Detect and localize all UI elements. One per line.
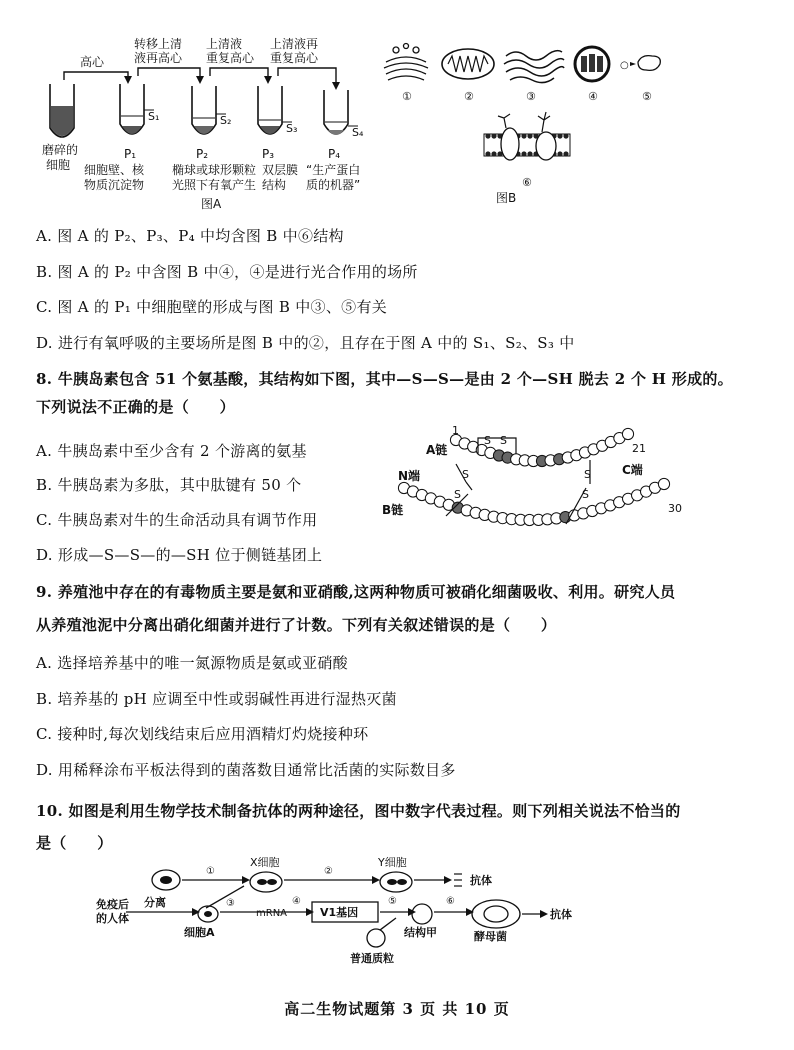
p2-desc-line2: 光照下有氧产生 [172,178,257,192]
q7-option-a: A. 图 A 的 P₂、P₃、P₄ 中均含图 B 中⑥结构 [36,227,344,245]
body-label-line1: 免疫后 [96,898,129,911]
insulin-s-label: S [454,488,461,501]
cell-membrane-icon [484,112,570,160]
fig-a-step3-line2: 重复高心 [206,51,255,65]
p4-desc-line1: “生产蛋白 [306,163,361,177]
q10-stem-line1: 10. 如图是利用生物学技术制备抗体的两种途径，图中数字代表过程。则下列相关说法不恰当的 [36,802,681,820]
test-tube-p1 [120,84,154,134]
fig-b-num2: ② [464,90,474,103]
q8-stem-line1: 8. 牛胰岛素包含 51 个氨基酸，其结构如下图，其中—S—S—是由 2 个—SH 脱去 2 个 H 形成的。 [36,370,733,388]
ribosome-icon [620,56,660,71]
chloroplast-icon [575,47,609,81]
figure-b [376,36,676,208]
q9-option-d: D. 用稀释涂布平板法得到的菌落数目通常比活菌的实际数目多 [36,761,456,779]
y-cell-label: Y细胞 [378,856,407,869]
p1-desc-line1: 细胞壁、核 [84,163,145,177]
p1-label: P₁ [124,147,137,161]
q9-stem-line1: 9. 养殖池中存在的有毒物质主要是氨和亚硝酸,这两种物质可被硝化细菌吸收、利用。研究人员 [36,583,676,601]
pathway-step-6: ⑥ [446,896,455,907]
s4-label: S₄ [352,126,364,139]
pathway-step-2: ② [324,866,333,877]
pathway-step-1: ① [206,866,215,877]
q8-stem-line2: 下列说法不正确的是（ ） [36,398,235,416]
q10-stem-line2: 是（ ） [36,834,113,852]
yeast-label: 酵母菌 [474,930,507,943]
cell-label-line1: 磨碎的 [42,143,79,157]
q8-option-b: B. 牛胰岛素为多肽，其中肽键有 50 个 [36,476,302,494]
struct-jia-label: 结构甲 [404,926,437,939]
q9-option-a: A. 选择培养基中的唯一氮源物质是氨或亚硝酸 [36,654,348,672]
antibody-label-bottom: 抗体 [550,908,572,921]
insulin-s-label: S [582,488,589,501]
insulin-s-label: S [500,434,507,447]
test-tube-homogenate [50,84,74,137]
insulin-a-chain-label: A链 [426,443,448,457]
p1-desc-line2: 物质沉淀物 [84,178,145,192]
body-label-line2: 的人体 [96,912,129,925]
cell-label-line2: 细胞 [46,158,71,172]
fig-a-step1: 高心 [80,55,105,69]
pathway-step-4: ④ [292,896,301,907]
antibody-label-top: 抗体 [470,874,492,887]
p2-label: P₂ [196,147,209,161]
amino-acid-bead [622,428,633,439]
insulin-num-21: 21 [632,442,646,455]
svg-text:○: ○ [620,60,629,71]
fig-b-caption: 图B [496,191,517,205]
q7-option-b: B. 图 A 的 P₂ 中含图 B 中④，④是进行光合作用的场所 [36,263,418,281]
insulin-structure-figure [376,420,686,538]
fig-a-step4-line1: 上清液再 [270,37,319,51]
fig-a-step2-line2: 液再高心 [134,51,183,65]
insulin-b-chain-label: B链 [382,503,404,517]
q7-option-c: C. 图 A 的 P₁ 中细胞壁的形成与图 B 中③、⑤有关 [36,298,388,316]
q9-option-c: C. 接种时,每次划线结束后应用酒精灯灼烧接种环 [36,725,369,743]
insulin-s-label: S [462,468,469,481]
golgi-icon [384,44,428,81]
fig-a-step4-line2: 重复高心 [270,51,319,65]
p4-label: P₄ [328,147,341,161]
insulin-num-30: 30 [668,502,682,515]
fig-a-step3-line1: 上清液 [206,37,243,51]
fig-b-num3: ③ [526,90,536,103]
mrna-label: mRNA [256,908,288,919]
p3-label: P₃ [262,147,275,161]
insulin-c-end-label: C端 [622,463,643,477]
insulin-num-1: 1 [452,424,459,437]
plasmid-label: 普通质粒 [350,952,394,965]
x-cell-label: X细胞 [250,856,280,869]
endoplasmic-reticulum-icon [504,51,564,83]
insulin-s-label: S [484,434,491,447]
p3-desc-line1: 双层膜 [262,163,299,177]
page-footer: 高二生物试题第 3 页 共 10 页 [284,1000,510,1018]
fig-a-caption: 图A [201,197,222,211]
fig-b-num1: ① [402,90,412,103]
q8-option-a: A. 牛胰岛素中至少含有 2 个游离的氨基 [36,442,307,460]
p4-desc-line2: 质的机器” [306,178,361,192]
fig-a-step2-line1: 转移上清 [134,37,183,51]
fig-b-num4: ④ [588,90,598,103]
cell-a-label: 细胞A [184,926,215,939]
s1-label: S₁ [148,110,160,123]
q8-option-c: C. 牛胰岛素对牛的生命活动具有调节作用 [36,511,318,529]
mitochondrion-icon [442,49,494,79]
q9-stem-line2: 从养殖池泥中分离出硝化细菌并进行了计数。下列有关叙述错误的是（ ） [36,616,557,634]
fig-b-num6: ⑥ [522,176,532,189]
v1-gene-label: V1基因 [320,906,359,919]
s2-label: S₂ [220,114,232,127]
insulin-n-end-label: N端 [398,469,421,483]
amino-acid-bead [658,478,669,489]
antibody-pathway-figure [96,856,596,968]
p3-desc-line2: 结构 [262,178,287,192]
fig-b-num5: ⑤ [642,90,652,103]
q7-option-d: D. 进行有氧呼吸的主要场所是图 B 中的②，且存在于图 A 中的 S₁、S₂、S₃ 中 [36,334,575,352]
q9-option-b: B. 培养基的 pH 应调至中性或弱碱性再进行湿热灭菌 [36,690,397,708]
pathway-step-5: ⑤ [388,896,397,907]
insulin-s-label: S [584,468,591,481]
figure-a [36,28,386,218]
q8-option-d: D. 形成—S—S—的—SH 位于侧链基团上 [36,546,323,564]
separate-label: 分离 [144,896,166,909]
s3-label: S₃ [286,122,298,135]
pathway-step-3: ③ [226,898,235,909]
p2-desc-line1: 椭球或球形颗粒 [172,163,257,177]
